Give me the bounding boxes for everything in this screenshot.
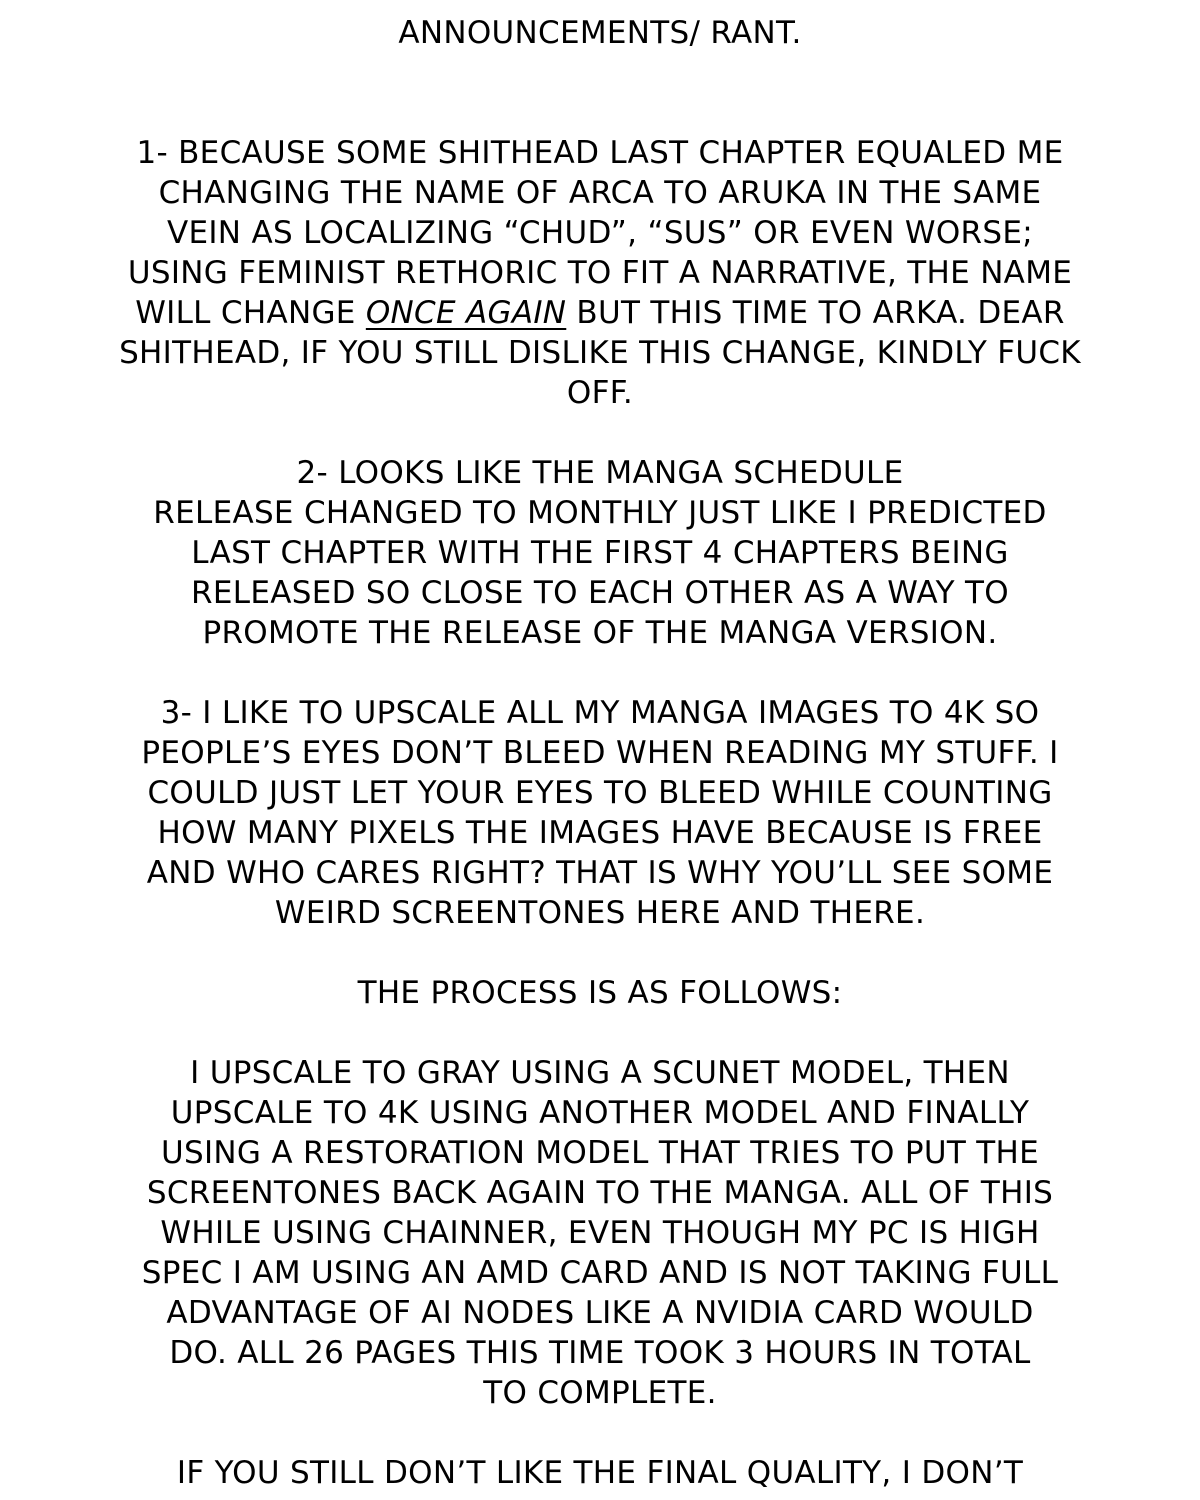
underlined-emphasis: ONCE AGAIN — [365, 295, 567, 331]
paragraph-line: SCREENTONES BACK AGAIN TO THE MANGA. ALL OF THIS — [146, 1175, 1054, 1211]
paragraph-line: THE PROCESS IS AS FOLLOWS: — [357, 975, 843, 1011]
paragraph-line: TO COMPLETE. — [483, 1375, 717, 1411]
paragraph-line: PEOPLE’S EYES DON’T BLEED WHEN READING MY STUFF. I — [141, 735, 1059, 771]
paragraph-line: VEIN AS LOCALIZING “CHUD”, “SUS” OR EVEN WORSE; — [166, 215, 1034, 251]
paragraph-line: ADVANTAGE OF AI NODES LIKE A NVIDIA CARD WOULD — [166, 1295, 1034, 1331]
paragraph-line: IF YOU STILL DON’T LIKE THE FINAL QUALITY, I DON’T — [176, 1455, 1024, 1491]
paragraph-3 — [60, 693, 1140, 933]
paragraph-2 — [60, 453, 1140, 653]
paragraph-line: 3- I LIKE TO UPSCALE ALL MY MANGA IMAGES TO 4K SO — [160, 695, 1040, 731]
paragraph-1 — [60, 133, 1140, 413]
paragraph-line: LAST CHAPTER WITH THE FIRST 4 CHAPTERS BEING — [191, 535, 1009, 571]
paragraph-line: CHANGING THE NAME OF ARCA TO ARUKA IN THE SAME — [158, 175, 1042, 211]
paragraph-line: USING FEMINIST RETHORIC TO FIT A NARRATIVE, THE NAME — [127, 255, 1073, 291]
paragraph-line: 1- BECAUSE SOME SHITHEAD LAST CHAPTER EQUALED ME — [136, 135, 1064, 171]
paragraph-line: UPSCALE TO 4K USING ANOTHER MODEL AND FINALLY — [170, 1095, 1030, 1131]
paragraph-line: PROMOTE THE RELEASE OF THE MANGA VERSION. — [202, 615, 998, 651]
line-text-after: BUT THIS TIME TO ARKA. DEAR — [566, 295, 1065, 331]
title-line: ANNOUNCEMENTS/ RANT. — [398, 15, 802, 51]
paragraph-line: USING A RESTORATION MODEL THAT TRIES TO PUT THE — [161, 1135, 1039, 1171]
paragraph-line: 2- LOOKS LIKE THE MANGA SCHEDULE — [296, 455, 904, 491]
paragraph-4 — [60, 973, 1140, 1013]
paragraph-line: RELEASE CHANGED TO MONTHLY JUST LIKE I PREDICTED — [153, 495, 1047, 531]
paragraph-line: SPEC I AM USING AN AMD CARD AND IS NOT TAKING FULL — [141, 1255, 1059, 1291]
line-text-before: WILL CHANGE — [135, 295, 366, 331]
paragraph-line-with-emphasis — [60, 293, 1140, 333]
paragraph-line: WEIRD SCREENTONES HERE AND THERE. — [274, 895, 926, 931]
paragraph-line: AND WHO CARES RIGHT? THAT IS WHY YOU’LL SEE SOME — [146, 855, 1054, 891]
paragraph-line: I UPSCALE TO GRAY USING A SCUNET MODEL, THEN — [190, 1055, 1010, 1091]
paragraph-line: COULD JUST LET YOUR EYES TO BLEED WHILE COUNTING — [147, 775, 1053, 811]
paragraph-line: HOW MANY PIXELS THE IMAGES HAVE BECAUSE IS FREE — [157, 815, 1043, 851]
paragraph-line: SHITHEAD, IF YOU STILL DISLIKE THIS CHANGE, KINDLY FUCK — [119, 335, 1081, 371]
page-title — [60, 13, 1140, 53]
paragraph-line: DO. ALL 26 PAGES THIS TIME TOOK 3 HOURS IN TOTAL — [169, 1335, 1031, 1371]
paragraph-line: OFF. — [566, 375, 634, 411]
paragraph-6 — [60, 1453, 1140, 1493]
paragraph-5 — [60, 1053, 1140, 1413]
paragraph-line: WHILE USING CHAINNER, EVEN THOUGH MY PC IS HIGH — [160, 1215, 1040, 1251]
paragraph-line: RELEASED SO CLOSE TO EACH OTHER AS A WAY TO — [191, 575, 1009, 611]
